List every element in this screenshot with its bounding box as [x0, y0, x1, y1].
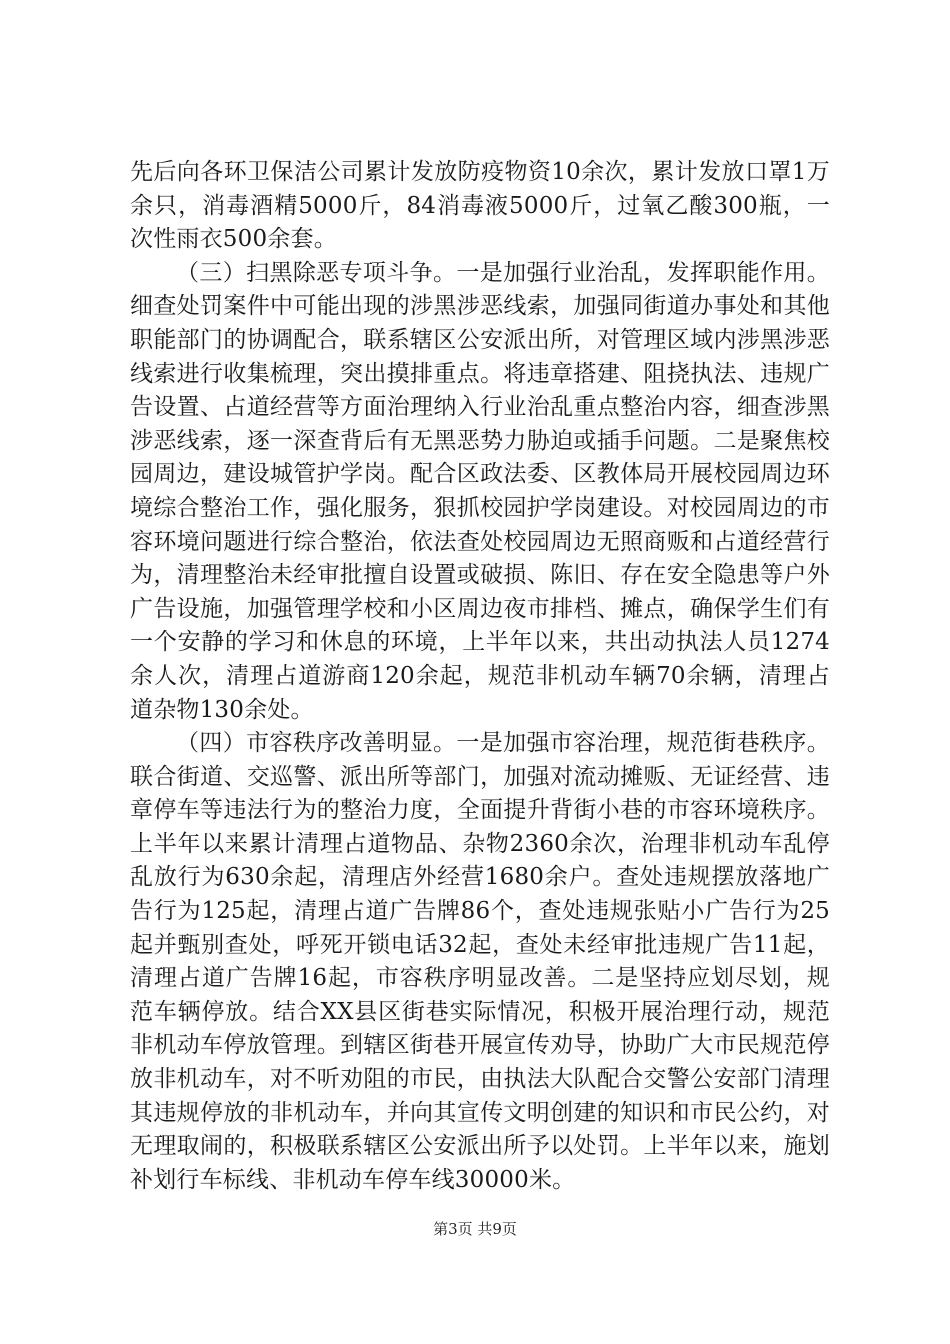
paragraph-continuation: 先后向各环卫保洁公司累计发放防疫物资10余次，累计发放口罩1万余只，消毒酒精5000斤，84消毒液5000斤，过氧乙酸300瓶，一次性雨衣500余套。	[130, 159, 830, 253]
document-body	[130, 156, 830, 1197]
paragraph-section-4: （四）市容秩序改善明显。一是加强市容治理，规范街巷秩序。联合街道、交巡警、派出所等部门，加强对流动摊贩、无证经营、违章停车等违法行为的整治力度，全面提升背街小巷的市容环境秩序。上半年以来累计清理占道物品、杂物2360余次，治理非机动车乱停乱放行为630余起，清理店外经营1680余户。查处违规摆放落地广告行为125起，清理占道广告牌86个，查处违规张贴小广告行为25起并甄别查处，呼死开锁电话32起，查处未经审批违规广告11起，清理占道广告牌16起，市容秩序明显改善。二是坚持应划尽划，规范车辆停放。结合XX县区街巷实际情况，积极开展治理行动，规范非机动车停放管理。到辖区街巷开展宣传劝导，协助广大市民规范停放非机动车，对不听劝阻的市民，由执法大队配合交警公安部门清理其违规停放的非机动车，并向其宣传文明创建的知识和市民公约，对无理取闹的，积极联系辖区公安派出所予以处罚。上半年以来，施划补划行车标线、非机动车停车线30000米。	[130, 730, 830, 1193]
page-footer: 第3页 共9页	[433, 1220, 517, 1238]
paragraph-section-3: （三）扫黑除恶专项斗争。一是加强行业治乱，发挥职能作用。细查处罚案件中可能出现的涉黑涉恶线索，加强同街道办事处和其他职能部门的协调配合，联系辖区公安派出所，对管理区域内涉黑涉恶线索进行收集梳理，突出摸排重点。将违章搭建、阻挠执法、违规广告设置、占道经营等方面治理纳入行业治乱重点整治内容，细查涉黑涉恶线索，逐一深查背后有无黑恶势力胁迫或插手问题。二是聚焦校园周边，建设城管护学岗。配合区政法委、区教体局开展校园周边环境综合整治工作，强化服务，狠抓校园护学岗建设。对校园周边的市容环境问题进行综合整治，依法查处校园周边无照商贩和占道经营行为，清理整治未经审批擅自设置或破损、陈旧、存在安全隐患等户外广告设施，加强管理学校和小区周边夜市排档、摊点，确保学生们有一个安静的学习和休息的环境，上半年以来，共出动执法人员1274余人次，清理占道游商120余起，规范非机动车辆70余辆，清理占道杂物130余处。	[130, 259, 830, 723]
